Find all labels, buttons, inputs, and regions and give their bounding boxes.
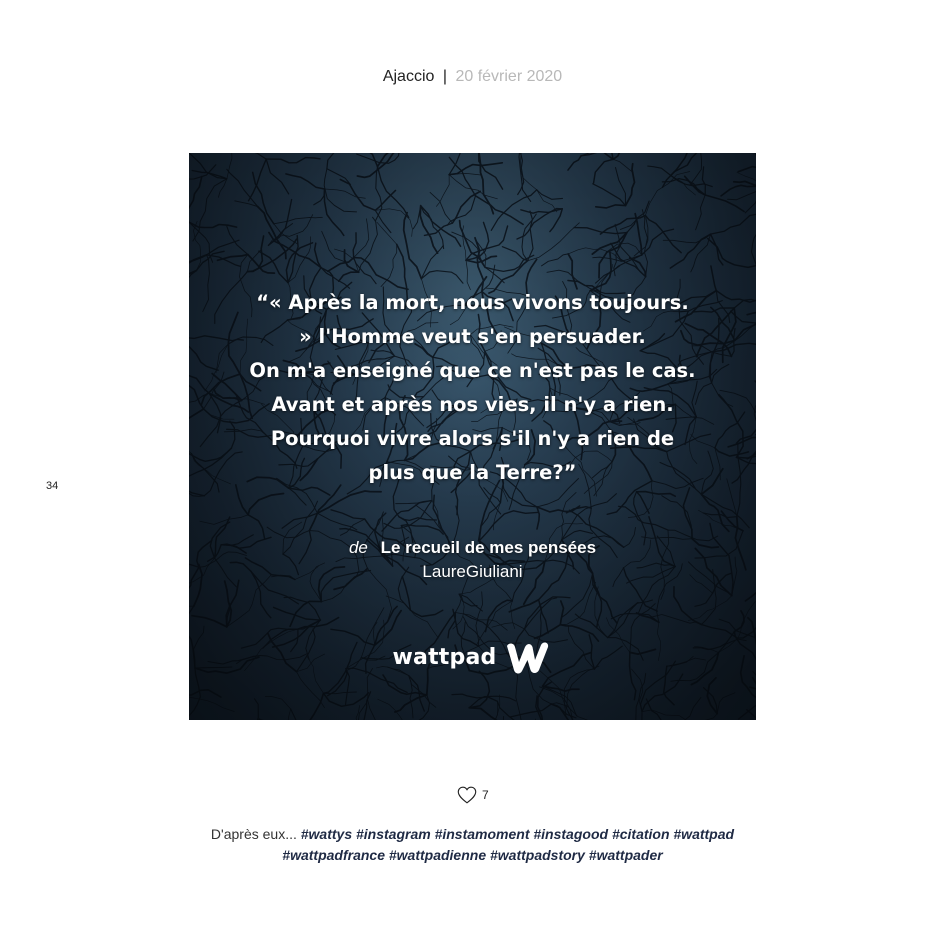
author-name: LaureGiuliani [422, 562, 523, 581]
caption-prefix: D'après eux... [210, 826, 297, 842]
quote-line: Avant et après nos vies, il n'y a rien. [271, 393, 674, 416]
quote-line: On m'a enseigné que ce n'est pas le cas. [249, 359, 696, 382]
quote-line: plus que la Terre?” [368, 461, 577, 484]
post-header [0, 66, 945, 88]
header-separator: | [442, 68, 447, 85]
quote-source [189, 535, 756, 561]
wattpad-w-logo-icon [504, 638, 552, 676]
hashtags-line-2[interactable]: #wattpadfrance #wattpadienne #wattpadstory #wattpader [282, 847, 663, 863]
wattpad-wordmark: wattpad [392, 644, 497, 670]
page-number: 34 [46, 480, 59, 492]
likes[interactable] [456, 784, 489, 806]
location: Ajaccio [382, 68, 435, 85]
quote-line: “« Après la mort, nous vivons toujours. [256, 291, 689, 314]
wattpad-brand [189, 637, 756, 677]
heart-outline-icon[interactable] [456, 784, 478, 806]
quote-line: Pourquoi vivre alors s'il n'y a rien de [270, 427, 675, 450]
book-title: Le recueil de mes pensées [380, 538, 597, 557]
post-image [189, 153, 756, 720]
quote-line: » l'Homme veut s'en persuader. [299, 325, 646, 348]
source-prefix: de [348, 538, 368, 557]
like-count: 7 [482, 788, 489, 802]
post-date: 20 février 2020 [455, 68, 563, 85]
hashtags-line-1[interactable]: #wattys #instagram #instamoment #instagood #citation #wattpad [300, 826, 735, 842]
post-caption [180, 824, 765, 866]
quote-text [189, 286, 756, 490]
